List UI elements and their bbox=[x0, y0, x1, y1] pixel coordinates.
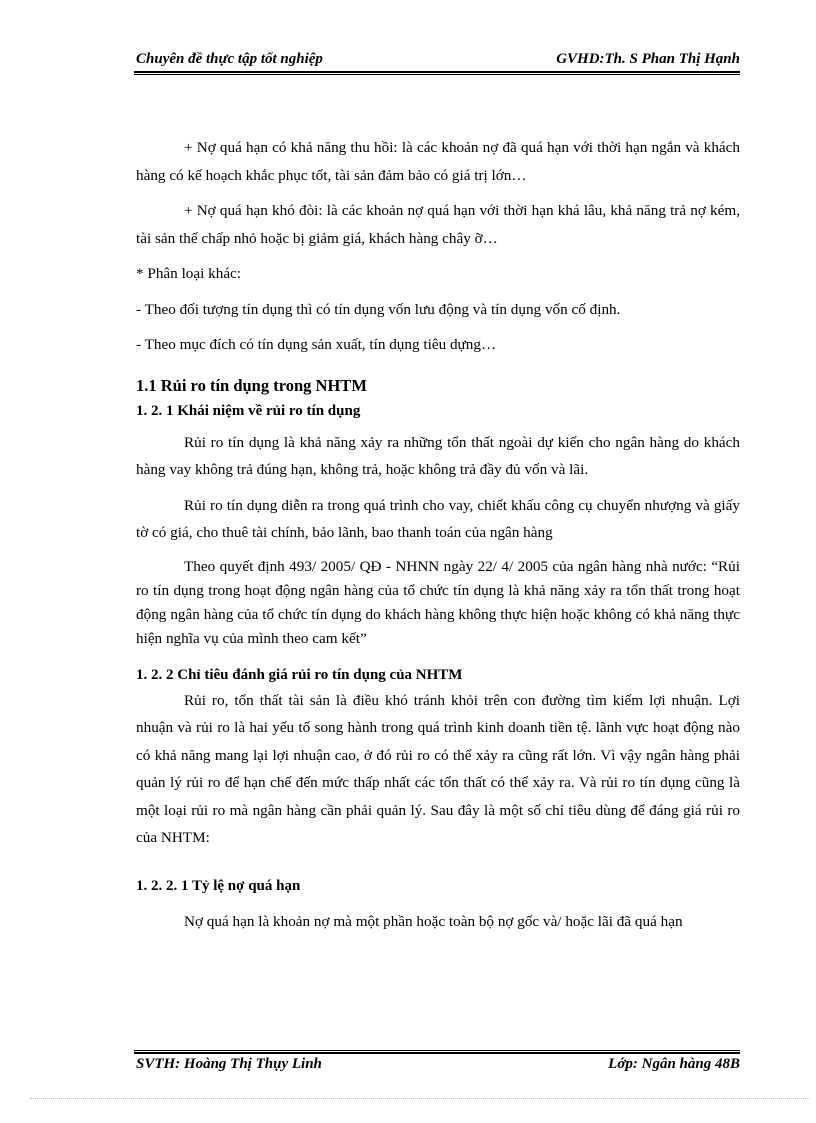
document-body bbox=[136, 134, 740, 943]
footer-student: SVTH: Hoàng Thị Thụy Linh bbox=[136, 1056, 322, 1072]
paragraph-credit-risk-occurrence: Rủi ro tín dụng diễn ra trong quá trình cho vay, chiết khấu công cụ chuyển nhượng và giấy tờ có giá, cho thuê tài chính, bảo lãnh, bao thanh toán của ngân hàng bbox=[136, 496, 740, 541]
subsection-heading-concept: 1. 2. 1 Khái niệm về rủi ro tín dụng bbox=[136, 402, 361, 419]
paragraph-risk-management: Rủi ro, tổn thất tài sản là điều khó tránh khỏi trên con đường tìm kiếm lợi nhuận. Lợi nhuận và rủi ro là hai yếu tố song hành trong quá trình kinh doanh tiền tệ. lãnh vực hoạt động nào có khả năng mang lại lợi nhuận cao, ở đó rủi ro có thể xảy ra cũng rất lớn. Vì vậy ngân hàng phải quản lý rủi ro để hạn chế đến mức thấp nhất các tổn thất có thể xảy ra. Và rủi ro tín dụng cũng là một loại rủi ro mà ngân hàng cần phải quản lý. Sau đây là một số chỉ tiêu dùng để đáng giá rủi ro của NHTM: bbox=[136, 691, 740, 846]
footer-class: Lớp: Ngân hàng 48B bbox=[608, 1056, 740, 1072]
footer-rule-thin bbox=[134, 1050, 740, 1051]
paragraph-credit-risk-definition: Rủi ro tín dụng là khả năng xảy ra những tổn thất ngoài dự kiến cho ngân hàng do khách hàng vay không trả đúng hạn, không trả, hoặc không trả đầy đủ vốn và lãi. bbox=[136, 433, 740, 478]
page-footer bbox=[136, 1056, 740, 1078]
paragraph-other-classification: * Phân loại khác: bbox=[136, 265, 242, 282]
header-rule-thin bbox=[134, 74, 740, 75]
paragraph-overdue-definition: Nợ quá hạn là khoản nợ mà một phần hoặc toàn bộ nợ gốc và/ hoặc lãi đã quá hạn bbox=[184, 912, 683, 930]
subsection-heading-indicators: 1. 2. 2 Chỉ tiêu đánh giá rủi ro tín dụng của NHTM bbox=[136, 666, 463, 683]
page-header bbox=[136, 49, 740, 71]
header-title: Chuyên đề thực tập tốt nghiệp bbox=[136, 51, 323, 67]
page-edge-divider bbox=[30, 1098, 810, 1099]
header-advisor: GVHD:Th. S Phan Thị Hạnh bbox=[556, 51, 740, 67]
subsubsection-heading-overdue-ratio: 1. 2. 2. 1 Tỷ lệ nợ quá hạn bbox=[136, 877, 301, 894]
paragraph-by-credit-object: - Theo đối tượng tín dụng thì có tín dụng vốn lưu động và tín dụng vốn cố định. bbox=[136, 300, 621, 318]
section-heading: 1.1 Rủi ro tín dụng trong NHTM bbox=[136, 375, 367, 395]
footer-rule bbox=[134, 1052, 740, 1054]
paragraph-recoverable-debt: + Nợ quá hạn có khả năng thu hồi: là các khoản nợ đã quá hạn với thời hạn ngắn và khách hàng có kế hoạch khắc phục tốt, tài sản đảm bảo có giá trị lớn… bbox=[136, 139, 740, 184]
paragraph-doubtful-debt: + Nợ quá hạn khó đòi: là các khoản nợ quá hạn với thời hạn khá lâu, khả năng trả nợ kém, tài sản thế chấp nhỏ hoặc bị giảm giá, khách hàng chây ỡ… bbox=[136, 202, 740, 247]
header-rule bbox=[134, 71, 740, 73]
paragraph-by-purpose: - Theo mục đích có tín dụng sản xuất, tín dụng tiêu dựng… bbox=[136, 336, 497, 353]
paragraph-decision-quote: Theo quyết định 493/ 2005/ QĐ - NHNN ngày 22/ 4/ 2005 của ngân hàng nhà nước: “Rủi ro tín dụng trong hoạt động ngân hàng của tổ chức tín dụng là khả năng xảy ra tổn thất trong hoạt động ngân hàng của tổ chức tín dụng do khách hàng không thực hiện hoặc không có khả năng thực hiện nghĩa vụ của mình theo cam kết” bbox=[136, 557, 740, 647]
